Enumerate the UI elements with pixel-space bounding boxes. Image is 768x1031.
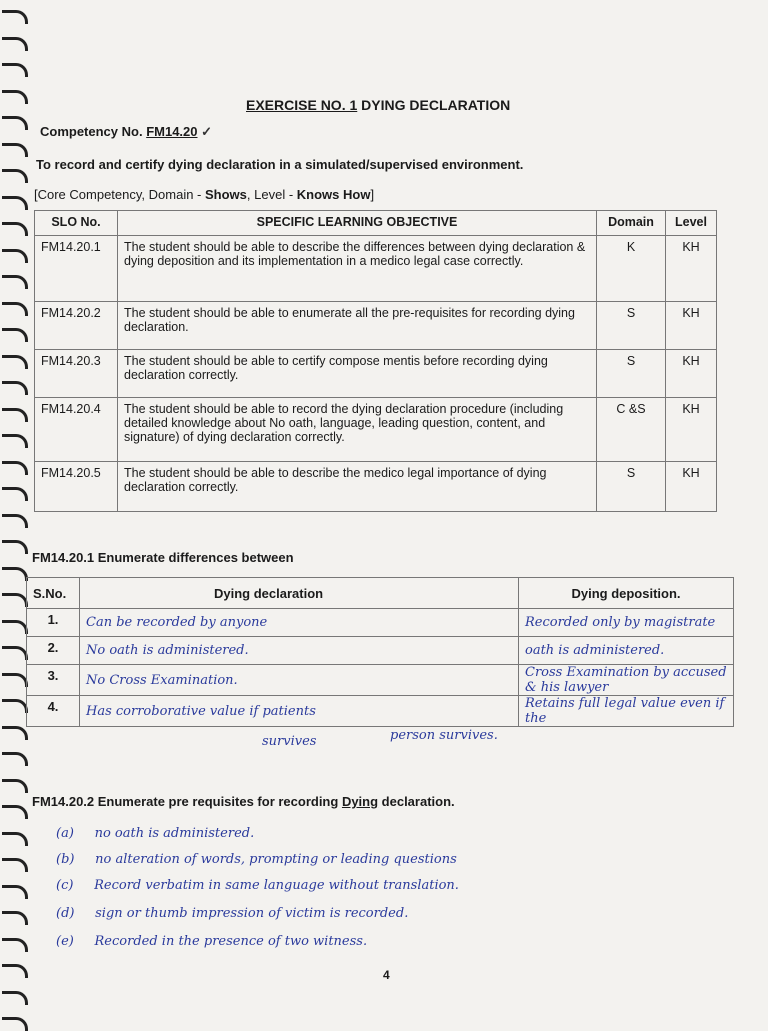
diff-sno: 2. xyxy=(27,637,80,665)
spiral-coil xyxy=(2,196,28,210)
spiral-coil xyxy=(2,911,28,925)
differences-table xyxy=(26,577,734,727)
table-row xyxy=(27,696,734,727)
spiral-coil xyxy=(2,805,28,819)
slo-objective: The student should be able to enumerate all the pre-requisites for recording dying declaration. xyxy=(118,302,597,350)
slo-level: KH xyxy=(666,236,717,302)
spiral-coil xyxy=(2,355,28,369)
section1-heading: FM14.20.1 Enumerate differences between xyxy=(32,550,294,565)
handwritten-overflow-left: survives xyxy=(262,734,317,749)
slo-table xyxy=(34,210,717,512)
table-row xyxy=(35,462,717,512)
list-text: Recorded in the presence of two witness. xyxy=(94,934,368,949)
competency-label: Competency No. xyxy=(40,124,147,139)
slo-objective: The student should be able to describe the differences between dying declaration & dying deposition and its implementation in a medico legal case correctly. xyxy=(118,236,597,302)
core-open: [Core Competency, Domain - xyxy=(34,187,205,202)
diff-sno: 3. xyxy=(27,665,80,696)
table-row xyxy=(27,665,734,696)
page-title xyxy=(246,97,510,113)
slo-header-level: Level xyxy=(666,211,717,236)
spiral-coil xyxy=(2,646,28,660)
section2-heading-under: Dying xyxy=(341,794,379,809)
spiral-coil xyxy=(2,222,28,236)
list-item xyxy=(56,852,457,867)
core-level: Knows How xyxy=(296,187,371,202)
list-marker: (a) xyxy=(56,826,74,841)
competency-code: FM14.20 xyxy=(146,124,198,139)
spiral-coil xyxy=(2,487,28,501)
spiral-coil xyxy=(2,302,28,316)
slo-header-row xyxy=(35,211,717,236)
diff-deposition: Recorded only by magistrate xyxy=(519,609,734,637)
slo-domain: S xyxy=(597,302,666,350)
slo-code: FM14.20.5 xyxy=(35,462,118,512)
spiral-coil xyxy=(2,885,28,899)
list-marker: (e) xyxy=(56,934,74,949)
section2-heading-pre: FM14.20.2 Enumerate pre requisites for recording xyxy=(32,794,342,809)
page-number: 4 xyxy=(383,968,390,982)
slo-domain: S xyxy=(597,350,666,398)
spiral-binding xyxy=(0,0,34,1024)
objective-line: To record and certify dying declaration in a simulated/supervised environment. xyxy=(36,157,524,172)
slo-code: FM14.20.4 xyxy=(35,398,118,462)
spiral-coil xyxy=(2,249,28,263)
list-text: no oath is administered. xyxy=(94,826,255,841)
spiral-coil xyxy=(2,10,28,24)
diff-declaration: Can be recorded by anyone xyxy=(80,609,519,637)
table-row xyxy=(35,236,717,302)
list-marker: (d) xyxy=(56,906,75,921)
slo-objective: The student should be able to describe the medico legal importance of dying declaration correctly. xyxy=(118,462,597,512)
diff-header-sno: S.No. xyxy=(27,578,80,609)
spiral-coil xyxy=(2,328,28,342)
list-text: sign or thumb impression of victim is recorded. xyxy=(95,906,409,921)
spiral-coil xyxy=(2,381,28,395)
list-item xyxy=(56,906,408,921)
spiral-coil xyxy=(2,1017,28,1031)
spiral-coil xyxy=(2,938,28,952)
table-row xyxy=(27,637,734,665)
slo-level: KH xyxy=(666,302,717,350)
slo-domain: S xyxy=(597,462,666,512)
spiral-coil xyxy=(2,116,28,130)
diff-header-row xyxy=(27,578,734,609)
spiral-coil xyxy=(2,991,28,1005)
slo-header-objective: SPECIFIC LEARNING OBJECTIVE xyxy=(118,211,597,236)
slo-header-domain: Domain xyxy=(597,211,666,236)
spiral-coil xyxy=(2,37,28,51)
slo-level: KH xyxy=(666,398,717,462)
spiral-coil xyxy=(2,63,28,77)
list-marker: (c) xyxy=(56,878,74,893)
spiral-coil xyxy=(2,461,28,475)
list-marker: (b) xyxy=(56,852,75,867)
diff-sno: 4. xyxy=(27,696,80,727)
core-domain: Shows xyxy=(205,187,247,202)
list-item xyxy=(56,878,459,893)
slo-level: KH xyxy=(666,350,717,398)
spiral-coil xyxy=(2,726,28,740)
diff-header-deposition: Dying deposition. xyxy=(519,578,734,609)
core-mid: , Level - xyxy=(246,187,297,202)
spiral-coil xyxy=(2,143,28,157)
core-close: ] xyxy=(370,187,375,202)
diff-sno: 1. xyxy=(27,609,80,637)
handwritten-overflow-right: person survives. xyxy=(390,728,498,743)
spiral-coil xyxy=(2,540,28,554)
diff-deposition: Retains full legal value even if the xyxy=(519,696,734,727)
spiral-coil xyxy=(2,673,28,687)
section2-heading-post: declaration. xyxy=(378,794,455,809)
table-row xyxy=(35,302,717,350)
diff-declaration: No oath is administered. xyxy=(80,637,519,665)
competency-line xyxy=(40,124,212,140)
spiral-coil xyxy=(2,514,28,528)
spiral-coil xyxy=(2,434,28,448)
spiral-coil xyxy=(2,699,28,713)
spiral-coil xyxy=(2,858,28,872)
table-row xyxy=(27,609,734,637)
slo-header-code: SLO No. xyxy=(35,211,118,236)
table-row xyxy=(35,398,717,462)
check-mark-icon: ✓ xyxy=(201,124,213,139)
spiral-coil xyxy=(2,275,28,289)
spiral-coil xyxy=(2,567,28,581)
diff-header-declaration: Dying declaration xyxy=(80,578,519,609)
list-item xyxy=(56,934,367,949)
spiral-coil xyxy=(2,169,28,183)
slo-code: FM14.20.3 xyxy=(35,350,118,398)
core-competency-line xyxy=(34,187,374,202)
spiral-coil xyxy=(2,832,28,846)
slo-code: FM14.20.1 xyxy=(35,236,118,302)
list-item xyxy=(56,826,254,841)
slo-objective: The student should be able to record the dying declaration procedure (including detailed knowledge about No oath, language, leading question, content, and signature) of dying declaration correctly. xyxy=(118,398,597,462)
exercise-number: EXERCISE NO. 1 xyxy=(246,97,358,113)
diff-declaration: Has corroborative value if patients xyxy=(80,696,519,727)
spiral-coil xyxy=(2,752,28,766)
slo-domain: C &S xyxy=(597,398,666,462)
section2-heading xyxy=(32,794,455,809)
list-text: no alteration of words, prompting or leading questions xyxy=(95,852,457,867)
spiral-coil xyxy=(2,408,28,422)
slo-code: FM14.20.2 xyxy=(35,302,118,350)
list-text: Record verbatim in same language without translation. xyxy=(94,878,459,893)
spiral-coil xyxy=(2,90,28,104)
diff-deposition: Cross Examination by accused & his lawyer xyxy=(519,665,734,696)
spiral-coil xyxy=(2,620,28,634)
slo-objective: The student should be able to certify compose mentis before recording dying declaration correctly. xyxy=(118,350,597,398)
diff-deposition: oath is administered. xyxy=(519,637,734,665)
spiral-coil xyxy=(2,779,28,793)
diff-declaration: No Cross Examination. xyxy=(80,665,519,696)
spiral-coil xyxy=(2,964,28,978)
slo-level: KH xyxy=(666,462,717,512)
table-row xyxy=(35,350,717,398)
slo-domain: K xyxy=(597,236,666,302)
exercise-title: DYING DECLARATION xyxy=(357,97,511,113)
spiral-coil xyxy=(2,593,28,607)
